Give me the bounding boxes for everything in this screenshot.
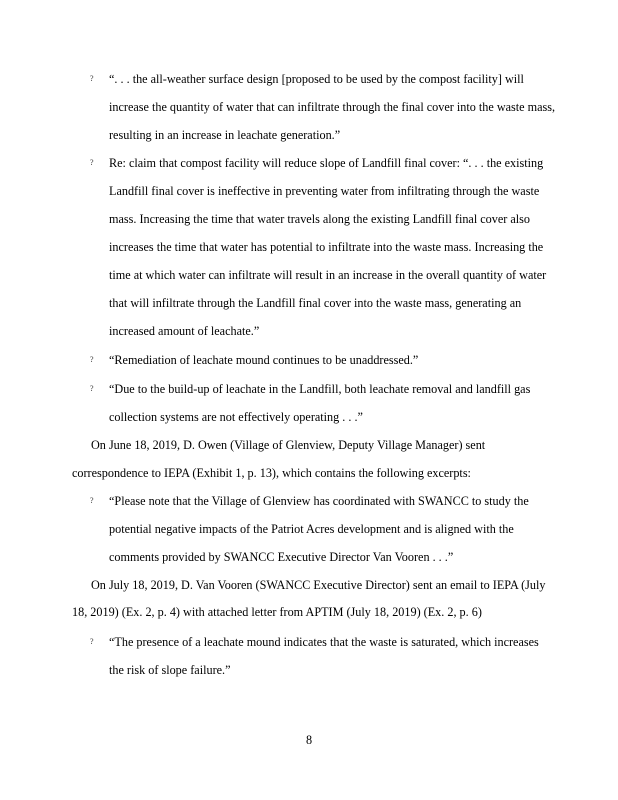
bullet-line: Landfill final cover is ineffective in preventing water from infiltrating through the waste [109, 184, 540, 198]
paragraph-line: On July 18, 2019, D. Van Vooren (SWANCC Executive Director) sent an email to IEPA (July [91, 578, 546, 592]
bullet-line: potential negative impacts of the Patriot Acres development and is aligned with the [109, 522, 514, 536]
paragraph-line: On June 18, 2019, D. Owen (Village of Glenview, Deputy Village Manager) sent [91, 438, 486, 452]
bullet-line: collection systems are not effectively operating . . .” [109, 410, 363, 424]
bullet-marker: ? [90, 355, 94, 364]
bullet-marker: ? [90, 637, 94, 646]
bullet-line: “Due to the build-up of leachate in the Landfill, both leachate removal and landfill gas [109, 382, 531, 396]
bullet-line: increases the time that water has potential to infiltrate into the waste mass. Increasing the [109, 240, 544, 254]
bullet-line: time at which water can infiltrate will result in an increase in the overall quantity of water [109, 268, 547, 282]
bullet-line: resulting in an increase in leachate generation.” [109, 128, 341, 142]
bullet-line: increased amount of leachate.” [109, 324, 260, 338]
bullet-line: increase the quantity of water that can infiltrate through the final cover into the waste mass, [109, 100, 556, 114]
bullet-line: “Please note that the Village of Glenview has coordinated with SWANCC to study the [109, 494, 529, 508]
bullet-line: Re: claim that compost facility will reduce slope of Landfill final cover: “. . . the existing [109, 156, 544, 170]
bullet-line: “The presence of a leachate mound indicates that the waste is saturated, which increases [109, 635, 539, 649]
bullet-line: mass. Increasing the time that water travels along the existing Landfill final cover also [109, 212, 531, 226]
bullet-line: “. . . the all-weather surface design [proposed to be used by the compost facility] will [109, 72, 524, 86]
bullet-line: that will infiltrate through the Landfill final cover into the waste mass, generating an [109, 296, 522, 310]
paragraph-line: 18, 2019) (Ex. 2, p. 4) with attached letter from APTIM (July 18, 2019) (Ex. 2, p. 6) [72, 605, 482, 619]
bullet-marker: ? [90, 496, 94, 505]
bullet-line: comments provided by SWANCC Executive Director Van Vooren . . .” [109, 550, 454, 564]
paragraph-line: correspondence to IEPA (Exhibit 1, p. 13), which contains the following excerpts: [72, 466, 471, 480]
bullet-line: “Remediation of leachate mound continues to be unaddressed.” [109, 353, 419, 367]
bullet-marker: ? [90, 384, 94, 393]
bullet-line: the risk of slope failure.” [109, 663, 231, 677]
bullet-marker: ? [90, 158, 94, 167]
bullet-marker: ? [90, 74, 94, 83]
page-number: 8 [305, 733, 313, 747]
